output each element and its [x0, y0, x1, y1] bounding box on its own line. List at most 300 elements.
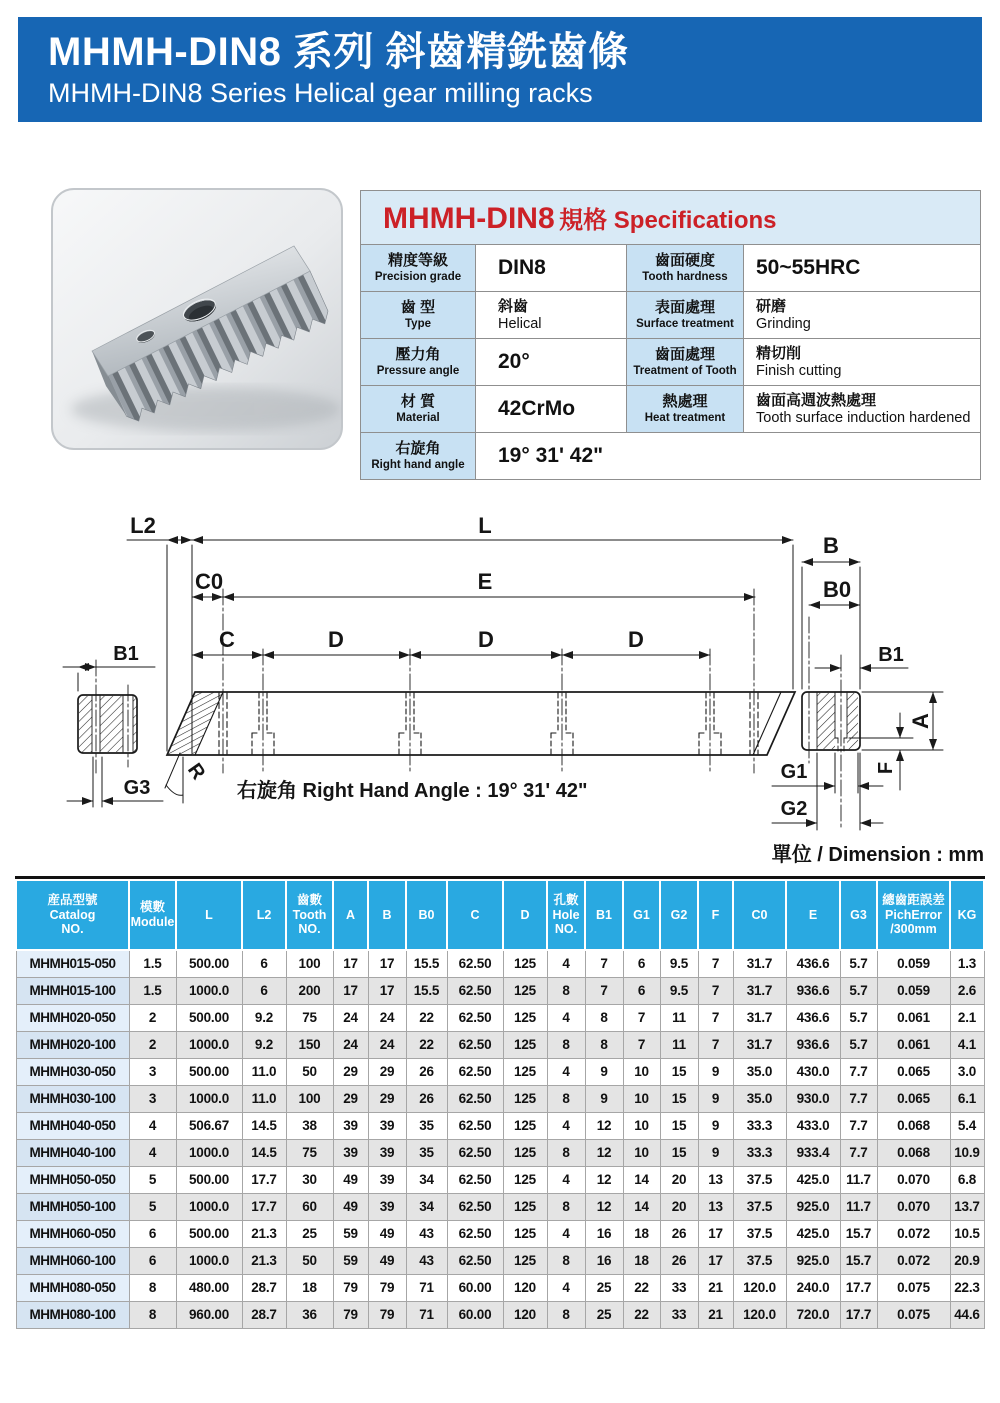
catalog-number-cell: MHMH015-050 — [16, 950, 129, 977]
dim-label-f: F — [875, 761, 897, 775]
value-cell: 0.070 — [877, 1166, 950, 1193]
value-cell: 34 — [406, 1193, 447, 1220]
value-cell: 16 — [585, 1220, 623, 1247]
label-en: Material — [396, 411, 440, 424]
dim-label-l2: L2 — [130, 513, 156, 538]
dim-label-c0: C0 — [194, 569, 224, 594]
label-en: Right hand angle — [371, 458, 465, 471]
value-cell: 8 — [129, 1274, 176, 1301]
value-cell: 11.0 — [242, 1058, 286, 1085]
value-cell: 12 — [585, 1193, 623, 1220]
spec-table — [360, 190, 981, 480]
dim-label-g1: G1 — [780, 761, 808, 783]
helix-angle-mark — [165, 753, 183, 803]
value-cell: 17.7 — [840, 1301, 877, 1328]
value-cell: 6 — [129, 1247, 176, 1274]
value-cell: 79 — [368, 1274, 406, 1301]
value-cell: 500.00 — [176, 950, 242, 977]
value-cell: 3.0 — [950, 1058, 984, 1085]
value-cell: 21 — [698, 1301, 733, 1328]
value-cell: 10 — [623, 1139, 660, 1166]
spec-value-surface-treatment — [744, 292, 981, 339]
value-cell: 49 — [333, 1166, 368, 1193]
dim-label-a: A — [908, 713, 933, 729]
spec-label-type — [361, 292, 476, 339]
value-cell: 0.075 — [877, 1301, 950, 1328]
value-cell: 24 — [368, 1004, 406, 1031]
page-title-zh: MHMH-DIN8 系列 斜齒精銑齒條 — [48, 30, 629, 74]
value-cell: 8 — [129, 1301, 176, 1328]
value-cell: 26 — [406, 1085, 447, 1112]
dimension-table-wrap — [15, 876, 985, 1329]
catalog-number-cell: MHMH080-100 — [16, 1301, 129, 1328]
value-cell: 7 — [585, 977, 623, 1004]
value-cell: 7.7 — [840, 1112, 877, 1139]
catalog-number-cell: MHMH040-100 — [16, 1139, 129, 1166]
value-cell: 62.50 — [447, 977, 503, 1004]
spec-row-type — [361, 292, 981, 339]
value: 19° 31' 42" — [498, 444, 604, 467]
spec-title — [361, 191, 981, 245]
value-cell: 31.7 — [733, 950, 786, 977]
value-cell: 18 — [623, 1247, 660, 1274]
value-cell: 33 — [660, 1301, 698, 1328]
value-cell: 29 — [368, 1058, 406, 1085]
spec-label-tooth-hardness — [627, 245, 744, 292]
value-cell: 6 — [623, 950, 660, 977]
value-cell: 0.072 — [877, 1247, 950, 1274]
value-cell: 15 — [660, 1112, 698, 1139]
value-cell: 50 — [286, 1247, 333, 1274]
value-cell: 37.5 — [733, 1247, 786, 1274]
value-cell: 35 — [406, 1139, 447, 1166]
value-cell: 8 — [547, 1193, 585, 1220]
value-cell: 8 — [547, 977, 585, 1004]
value-zh: 研磨 — [756, 297, 787, 315]
value-cell: 62.50 — [447, 1166, 503, 1193]
value-cell: 75 — [286, 1139, 333, 1166]
value-cell: 22 — [623, 1301, 660, 1328]
column-header: A — [333, 880, 368, 950]
value-cell: 5.7 — [840, 950, 877, 977]
value-cell: 125 — [503, 1004, 547, 1031]
value-cell: 37.5 — [733, 1193, 786, 1220]
value-cell: 25 — [585, 1274, 623, 1301]
value-cell: 8 — [547, 1085, 585, 1112]
value-cell: 33.3 — [733, 1139, 786, 1166]
value-cell: 5.7 — [840, 1031, 877, 1058]
value-cell: 6 — [242, 950, 286, 977]
value-cell: 18 — [286, 1274, 333, 1301]
spec-value-tooth-treatment — [744, 339, 981, 386]
value-cell: 39 — [368, 1193, 406, 1220]
value-cell: 0.061 — [877, 1004, 950, 1031]
table-row — [16, 977, 984, 1004]
column-header: G2 — [660, 880, 698, 950]
column-header: D — [503, 880, 547, 950]
value-cell: 506.67 — [176, 1112, 242, 1139]
value-cell: 11 — [660, 1031, 698, 1058]
value-cell: 4.1 — [950, 1031, 984, 1058]
spec-label-tooth-treatment — [627, 339, 744, 386]
value-cell: 36 — [286, 1301, 333, 1328]
spec-value-type — [476, 292, 627, 339]
column-header: 齒數 Tooth NO. — [286, 880, 333, 950]
column-header: 孔數 Hole NO. — [547, 880, 585, 950]
value-cell: 30 — [286, 1166, 333, 1193]
value-cell: 0.059 — [877, 950, 950, 977]
value-en: Tooth surface induction hardened — [756, 410, 971, 427]
value-cell: 21.3 — [242, 1220, 286, 1247]
spec-value-material — [476, 386, 627, 433]
value-cell: 200 — [286, 977, 333, 1004]
value: 50~55HRC — [756, 256, 861, 279]
value-cell: 500.00 — [176, 1220, 242, 1247]
table-row — [16, 1193, 984, 1220]
value-cell: 44.6 — [950, 1301, 984, 1328]
dim-label-b1-left: B1 — [113, 643, 139, 665]
dimension-table — [15, 879, 985, 1329]
label-en: Treatment of Tooth — [633, 364, 737, 377]
table-row — [16, 1004, 984, 1031]
value-cell: 9 — [698, 1139, 733, 1166]
value-cell: 62.50 — [447, 1193, 503, 1220]
value-cell: 6.8 — [950, 1166, 984, 1193]
spec-title-row — [361, 191, 981, 245]
value-cell: 15.5 — [406, 950, 447, 977]
catalog-number-cell: MHMH030-050 — [16, 1058, 129, 1085]
value-cell: 2.1 — [950, 1004, 984, 1031]
value-cell: 0.065 — [877, 1058, 950, 1085]
value-cell: 49 — [333, 1193, 368, 1220]
value-cell: 39 — [333, 1139, 368, 1166]
value-cell: 6 — [129, 1220, 176, 1247]
value-cell: 18 — [623, 1220, 660, 1247]
value: 42CrMo — [498, 397, 576, 420]
value-cell: 480.00 — [176, 1274, 242, 1301]
value-cell: 17 — [368, 977, 406, 1004]
value-cell: 2 — [129, 1004, 176, 1031]
value-cell: 12 — [585, 1112, 623, 1139]
catalog-number-cell: MHMH060-100 — [16, 1247, 129, 1274]
value-cell: 10 — [623, 1112, 660, 1139]
catalog-number-cell: MHMH080-050 — [16, 1274, 129, 1301]
spec-value-tooth-hardness — [744, 245, 981, 292]
value-cell: 31.7 — [733, 977, 786, 1004]
label-zh: 表面處理 — [654, 299, 715, 317]
value-cell: 0.068 — [877, 1139, 950, 1166]
value-cell: 24 — [333, 1031, 368, 1058]
label-en: Type — [405, 317, 431, 330]
value-cell: 39 — [368, 1166, 406, 1193]
value-cell: 5.7 — [840, 1004, 877, 1031]
value-cell: 13.7 — [950, 1193, 984, 1220]
value-cell: 15 — [660, 1085, 698, 1112]
value-cell: 39 — [368, 1112, 406, 1139]
value-cell: 10 — [623, 1058, 660, 1085]
value-cell: 4 — [547, 1058, 585, 1085]
value-cell: 120 — [503, 1301, 547, 1328]
column-header: C — [447, 880, 503, 950]
spec-row-pressure-angle — [361, 339, 981, 386]
spec-label-heat-treatment — [627, 386, 744, 433]
value-cell: 7 — [698, 977, 733, 1004]
column-header: E — [786, 880, 840, 950]
value-cell: 20 — [660, 1193, 698, 1220]
catalog-number-cell: MHMH020-100 — [16, 1031, 129, 1058]
value-cell: 26 — [406, 1058, 447, 1085]
value-cell: 15 — [660, 1058, 698, 1085]
value-cell: 925.0 — [786, 1247, 840, 1274]
label-en: Tooth hardness — [642, 270, 728, 283]
value-cell: 29 — [368, 1085, 406, 1112]
value-cell: 9.2 — [242, 1004, 286, 1031]
value-cell: 120 — [503, 1274, 547, 1301]
label-zh: 齒 型 — [400, 299, 436, 317]
column-header: G3 — [840, 880, 877, 950]
value-cell: 49 — [368, 1247, 406, 1274]
value-cell: 62.50 — [447, 1058, 503, 1085]
value-cell: 960.00 — [176, 1301, 242, 1328]
table-row — [16, 1220, 984, 1247]
value-cell: 433.0 — [786, 1112, 840, 1139]
value-cell: 17 — [333, 950, 368, 977]
value-cell: 24 — [333, 1004, 368, 1031]
value-cell: 436.6 — [786, 1004, 840, 1031]
value-cell: 5.7 — [840, 977, 877, 1004]
value-cell: 7 — [698, 950, 733, 977]
column-header: 總齒距誤差 PichError /300mm — [877, 880, 950, 950]
value-cell: 1000.0 — [176, 1247, 242, 1274]
spec-title-rest: 規格 Specifications — [559, 206, 777, 234]
value-cell: 1000.0 — [176, 977, 242, 1004]
value-cell: 4 — [547, 1004, 585, 1031]
value-cell: 14 — [623, 1166, 660, 1193]
value-cell: 125 — [503, 1085, 547, 1112]
table-row — [16, 1031, 984, 1058]
value-cell: 62.50 — [447, 1247, 503, 1274]
value-cell: 16 — [585, 1247, 623, 1274]
column-header: L — [176, 880, 242, 950]
catalog-number-cell: MHMH060-050 — [16, 1220, 129, 1247]
value-cell: 125 — [503, 1139, 547, 1166]
label-en: Pressure angle — [376, 364, 460, 377]
value-cell: 2.6 — [950, 977, 984, 1004]
value-cell: 8 — [547, 1139, 585, 1166]
value-cell: 9.5 — [660, 950, 698, 977]
dim-label-d3: D — [628, 627, 644, 652]
value-cell: 15.7 — [840, 1220, 877, 1247]
value-cell: 26 — [660, 1220, 698, 1247]
value-cell: 26 — [660, 1247, 698, 1274]
value-en: Finish cutting — [756, 363, 842, 380]
table-row — [16, 1112, 984, 1139]
value-cell: 24 — [368, 1031, 406, 1058]
catalog-number-cell: MHMH050-100 — [16, 1193, 129, 1220]
value-cell: 933.4 — [786, 1139, 840, 1166]
table-row — [16, 1058, 984, 1085]
value-cell: 62.50 — [447, 1220, 503, 1247]
dim-label-b0: B0 — [822, 577, 852, 602]
value-cell: 59 — [333, 1220, 368, 1247]
value-cell: 12 — [585, 1166, 623, 1193]
value-cell: 31.7 — [733, 1004, 786, 1031]
dim-label-b1-right: B1 — [878, 644, 904, 666]
label-zh: 齒面硬度 — [654, 252, 715, 270]
value-cell: 120.0 — [733, 1274, 786, 1301]
value-cell: 6.1 — [950, 1085, 984, 1112]
value-cell: 39 — [368, 1139, 406, 1166]
value-cell: 17.7 — [242, 1166, 286, 1193]
spec-value-heat-treatment — [744, 386, 981, 433]
label-zh: 精度等級 — [387, 252, 448, 270]
dim-label-d1: D — [328, 627, 344, 652]
value-cell: 35.0 — [733, 1085, 786, 1112]
value-cell: 4 — [129, 1112, 176, 1139]
value-en: Helical — [498, 316, 542, 333]
value-cell: 4 — [547, 1112, 585, 1139]
value-cell: 125 — [503, 950, 547, 977]
value-cell: 14.5 — [242, 1112, 286, 1139]
value-cell: 28.7 — [242, 1301, 286, 1328]
catalog-number-cell: MHMH030-100 — [16, 1085, 129, 1112]
value-cell: 0.059 — [877, 977, 950, 1004]
value-cell: 71 — [406, 1301, 447, 1328]
value-cell: 29 — [333, 1058, 368, 1085]
dimension-diagram — [15, 505, 985, 850]
value-cell: 15.7 — [840, 1247, 877, 1274]
value-cell: 21 — [698, 1274, 733, 1301]
value-cell: 925.0 — [786, 1193, 840, 1220]
right-cross-section — [772, 562, 943, 830]
value-cell: 120.0 — [733, 1301, 786, 1328]
value-cell: 28.7 — [242, 1274, 286, 1301]
catalog-number-cell: MHMH050-050 — [16, 1166, 129, 1193]
value-cell: 9.2 — [242, 1031, 286, 1058]
value-cell: 930.0 — [786, 1085, 840, 1112]
value-cell: 4 — [547, 1166, 585, 1193]
value-cell: 50 — [286, 1058, 333, 1085]
value-cell: 7 — [698, 1004, 733, 1031]
value-cell: 8 — [585, 1004, 623, 1031]
spec-row-precision — [361, 245, 981, 292]
dim-label-e: E — [477, 569, 493, 594]
value-cell: 1.3 — [950, 950, 984, 977]
value-cell: 33 — [660, 1274, 698, 1301]
label-zh: 齒面處理 — [654, 346, 715, 364]
value-cell: 12 — [585, 1139, 623, 1166]
table-row — [16, 1139, 984, 1166]
spec-label-right-hand-angle — [361, 433, 476, 480]
value-cell: 1000.0 — [176, 1193, 242, 1220]
value-cell: 59 — [333, 1247, 368, 1274]
value-cell: 1.5 — [129, 977, 176, 1004]
value-cell: 39 — [333, 1112, 368, 1139]
value-zh: 斜齒 — [498, 297, 529, 315]
value-cell: 0.065 — [877, 1085, 950, 1112]
column-header: B0 — [406, 880, 447, 950]
value-cell: 20.9 — [950, 1247, 984, 1274]
value-cell: 79 — [333, 1274, 368, 1301]
column-header: B — [368, 880, 406, 950]
value-cell: 5 — [129, 1166, 176, 1193]
spec-value-precision-grade — [476, 245, 627, 292]
label-en: Heat treatment — [644, 411, 726, 424]
value-cell: 22 — [623, 1274, 660, 1301]
value-cell: 0.075 — [877, 1274, 950, 1301]
value-cell: 500.00 — [176, 1166, 242, 1193]
value-cell: 15.5 — [406, 977, 447, 1004]
unit-note: 單位 / Dimension : mm — [771, 844, 984, 866]
value-cell: 3 — [129, 1085, 176, 1112]
value-cell: 0.070 — [877, 1193, 950, 1220]
rack-top-view — [167, 692, 795, 755]
dim-label-l: L — [478, 513, 492, 538]
value-cell: 425.0 — [786, 1166, 840, 1193]
value-cell: 9.5 — [660, 977, 698, 1004]
value-cell: 936.6 — [786, 1031, 840, 1058]
value-cell: 4 — [129, 1139, 176, 1166]
value-cell: 125 — [503, 1220, 547, 1247]
label-en: Surface treatment — [636, 317, 734, 330]
value-cell: 8 — [547, 1247, 585, 1274]
value-cell: 17 — [333, 977, 368, 1004]
spec-label-material — [361, 386, 476, 433]
value-cell: 3 — [129, 1058, 176, 1085]
value-cell: 240.0 — [786, 1274, 840, 1301]
value-cell: 4 — [547, 950, 585, 977]
value-cell: 60.00 — [447, 1274, 503, 1301]
value-cell: 7.7 — [840, 1139, 877, 1166]
value-cell: 7.7 — [840, 1085, 877, 1112]
label-zh: 材 質 — [400, 393, 436, 411]
value-cell: 25 — [585, 1301, 623, 1328]
value-cell: 0.068 — [877, 1112, 950, 1139]
gear-rack-render — [48, 185, 346, 453]
value-cell: 35 — [406, 1112, 447, 1139]
spec-row-material — [361, 386, 981, 433]
value-cell: 10.9 — [950, 1139, 984, 1166]
value-cell: 5.4 — [950, 1112, 984, 1139]
value-cell: 33.3 — [733, 1112, 786, 1139]
value-cell: 11.7 — [840, 1166, 877, 1193]
column-header: G1 — [623, 880, 660, 950]
table-row — [16, 1247, 984, 1274]
value-cell: 79 — [333, 1301, 368, 1328]
value-cell: 5 — [129, 1193, 176, 1220]
table-row — [16, 1301, 984, 1328]
label-zh: 熱處理 — [662, 393, 708, 411]
value-cell: 7 — [623, 1004, 660, 1031]
value-cell: 125 — [503, 1112, 547, 1139]
value-cell: 720.0 — [786, 1301, 840, 1328]
value-cell: 150 — [286, 1031, 333, 1058]
column-header: L2 — [242, 880, 286, 950]
spec-row-right-hand-angle — [361, 433, 981, 480]
value-cell: 430.0 — [786, 1058, 840, 1085]
value-cell: 38 — [286, 1112, 333, 1139]
table-row — [16, 1166, 984, 1193]
dim-label-d2: D — [478, 627, 494, 652]
value-cell: 1000.0 — [176, 1085, 242, 1112]
catalog-number-cell: MHMH015-100 — [16, 977, 129, 1004]
value-cell: 25 — [286, 1220, 333, 1247]
column-header: 模數 Module — [129, 880, 176, 950]
page-title-en: MHMH-DIN8 Series Helical gear milling racks — [48, 78, 593, 108]
value-cell: 9 — [585, 1085, 623, 1112]
table-row — [16, 1085, 984, 1112]
dim-label-r: R — [183, 759, 210, 784]
